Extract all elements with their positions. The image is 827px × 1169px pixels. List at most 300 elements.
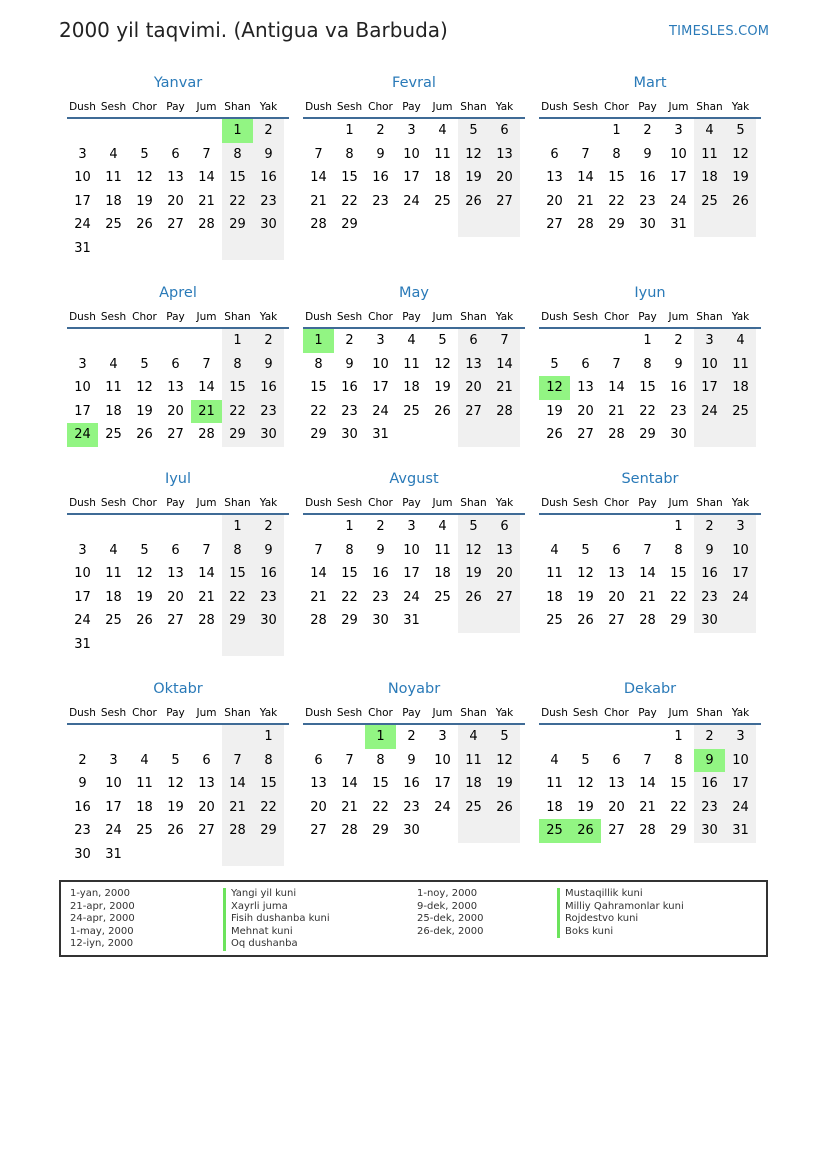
day-cell: 27 <box>198 823 215 838</box>
weekday-label: Sesh <box>100 497 127 509</box>
day-grid <box>303 329 525 447</box>
month-mart <box>539 72 761 237</box>
day-cell: 5 <box>581 752 590 768</box>
day-cell: 5 <box>458 515 489 539</box>
day-cell: 19 <box>458 166 489 190</box>
day-cell: 13 <box>167 170 184 185</box>
empty-cell <box>191 843 222 867</box>
empty-cell <box>191 633 222 657</box>
day-cell: 4 <box>109 356 118 372</box>
day-cell: 26 <box>434 403 451 419</box>
day-cell: 3 <box>78 542 87 558</box>
empty-cell <box>129 329 160 353</box>
day-cell: 21 <box>639 589 656 605</box>
holiday-day-cell: 24 <box>67 423 98 447</box>
day-cell: 21 <box>222 796 253 820</box>
legend-holiday-name: Xayrli juma <box>223 901 330 914</box>
weekday-label: Yak <box>731 497 750 509</box>
day-cell: 22 <box>310 403 327 419</box>
weekday-label: Sesh <box>100 707 127 719</box>
day-cell: 21 <box>608 403 625 419</box>
day-cell: 26 <box>725 190 756 214</box>
day-cell: 23 <box>253 400 284 424</box>
day-cell: 31 <box>74 636 91 652</box>
legend-holiday-name: Boks kuni <box>557 926 684 939</box>
weekday-header <box>539 99 761 119</box>
weekday-label: Shan <box>460 101 487 113</box>
day-cell: 25 <box>725 400 756 424</box>
empty-cell <box>191 237 222 261</box>
empty-cell <box>427 213 458 237</box>
day-cell: 5 <box>171 752 180 768</box>
month-name: Dekabr <box>623 681 677 697</box>
day-cell: 11 <box>546 566 563 581</box>
weekday-label: Yak <box>259 707 278 719</box>
empty-cell <box>160 515 191 539</box>
day-cell: 29 <box>222 423 253 447</box>
day-cell: 9 <box>376 542 385 558</box>
page-title: 2000 yil taqvimi. (Antigua va Barbuda) <box>59 18 448 42</box>
weekday-label: Sesh <box>572 101 599 113</box>
day-cell: 6 <box>171 146 180 162</box>
day-cell: 14 <box>198 566 215 581</box>
month-avgust <box>303 468 525 633</box>
day-cell: 16 <box>253 166 284 190</box>
month-iyun <box>539 282 761 447</box>
day-cell: 30 <box>253 213 284 237</box>
day-cell: 2 <box>694 725 725 749</box>
day-cell: 28 <box>198 427 215 442</box>
day-cell: 15 <box>310 380 327 395</box>
day-cell: 19 <box>577 799 594 815</box>
weekday-label: Pay <box>166 707 185 719</box>
day-cell: 17 <box>105 799 122 815</box>
day-cell: 5 <box>550 356 559 372</box>
month-may <box>303 282 525 447</box>
day-cell: 20 <box>608 589 625 605</box>
legend-date: 26-dek, 2000 <box>417 925 484 937</box>
day-cell: 30 <box>341 427 358 442</box>
day-cell: 1 <box>222 329 253 353</box>
day-cell: 20 <box>489 562 520 586</box>
day-cell: 19 <box>546 403 563 419</box>
day-cell: 16 <box>341 380 358 395</box>
day-grid <box>539 329 761 447</box>
day-grid <box>539 725 761 843</box>
day-cell: 8 <box>674 542 683 558</box>
weekday-label: Shan <box>460 311 487 323</box>
month-name: Sentabr <box>621 471 679 487</box>
weekday-label: Shan <box>696 497 723 509</box>
empty-cell <box>253 843 284 867</box>
weekday-label: Pay <box>166 311 185 323</box>
day-cell: 26 <box>546 427 563 442</box>
day-cell: 14 <box>310 566 327 581</box>
day-cell: 16 <box>253 376 284 400</box>
day-cell: 24 <box>694 400 725 424</box>
day-cell: 12 <box>489 749 520 773</box>
day-cell: 17 <box>403 170 420 185</box>
day-cell: 29 <box>670 613 687 628</box>
weekday-label: Sesh <box>336 101 363 113</box>
day-cell: 30 <box>253 423 284 447</box>
day-cell: 18 <box>105 193 122 209</box>
day-cell: 19 <box>489 772 520 796</box>
day-cell: 2 <box>253 119 284 143</box>
day-cell: 29 <box>372 823 389 838</box>
month-yanvar <box>67 72 289 260</box>
month-name: Fevral <box>392 75 436 91</box>
legend-holiday-name: Milliy Qahramonlar kuni <box>557 901 684 914</box>
day-cell: 5 <box>489 725 520 749</box>
empty-cell <box>222 237 253 261</box>
weekday-label: Shan <box>224 101 251 113</box>
month-noyabr <box>303 678 525 843</box>
day-cell: 9 <box>643 146 652 162</box>
month-name: Iyul <box>164 471 192 487</box>
day-cell: 27 <box>546 217 563 232</box>
empty-cell <box>458 819 489 843</box>
weekday-label: Jum <box>668 101 689 113</box>
day-cell: 31 <box>725 819 756 843</box>
day-cell: 3 <box>407 519 416 534</box>
day-cell: 25 <box>434 589 451 605</box>
month-aprel <box>67 282 289 447</box>
weekday-header <box>539 495 761 515</box>
weekday-header <box>67 309 289 329</box>
day-cell: 30 <box>372 613 389 628</box>
day-cell: 30 <box>403 823 420 838</box>
day-cell: 2 <box>694 515 725 539</box>
empty-cell <box>98 237 129 261</box>
weekday-header <box>539 705 761 725</box>
empty-cell <box>601 725 632 749</box>
day-cell: 27 <box>489 586 520 610</box>
day-cell: 11 <box>434 146 451 162</box>
day-cell: 3 <box>674 123 683 138</box>
day-cell: 18 <box>105 589 122 605</box>
weekday-label: Dush <box>541 101 568 113</box>
empty-cell <box>160 119 191 143</box>
weekday-label: Jum <box>668 311 689 323</box>
day-cell: 14 <box>608 380 625 395</box>
day-cell: 11 <box>105 566 122 581</box>
day-cell: 25 <box>105 427 122 442</box>
day-cell: 29 <box>341 217 358 232</box>
weekday-label: Pay <box>638 497 657 509</box>
empty-cell <box>539 725 570 749</box>
day-cell: 31 <box>670 217 687 232</box>
day-cell: 15 <box>341 170 358 185</box>
day-cell: 1 <box>674 729 683 744</box>
day-cell: 21 <box>198 193 215 209</box>
empty-cell <box>427 423 458 447</box>
empty-cell <box>570 119 601 143</box>
weekday-label: Shan <box>224 311 251 323</box>
day-grid <box>303 119 525 237</box>
day-cell: 8 <box>345 542 354 558</box>
day-cell: 7 <box>202 356 211 372</box>
day-cell: 2 <box>345 333 354 348</box>
empty-cell <box>129 119 160 143</box>
day-cell: 20 <box>489 166 520 190</box>
day-cell: 28 <box>489 400 520 424</box>
day-cell: 23 <box>639 193 656 209</box>
day-cell: 10 <box>403 146 420 162</box>
day-cell: 14 <box>341 776 358 791</box>
day-cell: 27 <box>167 217 184 232</box>
weekday-label: Yak <box>731 311 750 323</box>
day-cell: 16 <box>694 562 725 586</box>
day-cell: 11 <box>105 170 122 185</box>
day-cell: 5 <box>140 146 149 162</box>
day-cell: 11 <box>136 776 153 791</box>
legend-left-names <box>223 888 330 951</box>
day-cell: 14 <box>577 170 594 185</box>
day-grid <box>67 515 289 656</box>
holiday-day-cell: 9 <box>694 749 725 773</box>
day-grid <box>303 515 525 633</box>
day-cell: 4 <box>694 119 725 143</box>
weekday-label: Jum <box>196 707 217 719</box>
day-cell: 20 <box>458 376 489 400</box>
day-cell: 24 <box>105 823 122 838</box>
day-cell: 15 <box>341 566 358 581</box>
weekday-header <box>303 309 525 329</box>
day-cell: 4 <box>438 519 447 534</box>
day-cell: 6 <box>581 356 590 372</box>
day-cell: 4 <box>550 752 559 768</box>
day-cell: 16 <box>74 799 91 815</box>
weekday-label: Jum <box>196 101 217 113</box>
day-cell: 7 <box>643 542 652 558</box>
day-cell: 20 <box>577 403 594 419</box>
site-link[interactable]: TIMESLES.COM <box>669 24 770 39</box>
day-cell: 22 <box>341 589 358 605</box>
day-cell: 26 <box>577 613 594 628</box>
day-cell: 6 <box>171 542 180 558</box>
day-cell: 7 <box>202 542 211 558</box>
holiday-day-cell: 1 <box>222 119 253 143</box>
day-cell: 4 <box>109 146 118 162</box>
weekday-label: Dush <box>69 497 96 509</box>
weekday-header <box>539 309 761 329</box>
day-cell: 7 <box>345 752 354 768</box>
day-cell: 11 <box>725 353 756 377</box>
day-cell: 21 <box>577 193 594 209</box>
weekday-label: Jum <box>432 497 453 509</box>
weekday-label: Chor <box>604 311 629 323</box>
day-cell: 5 <box>438 333 447 348</box>
day-cell: 7 <box>314 146 323 162</box>
day-cell: 20 <box>198 799 215 815</box>
day-cell: 13 <box>546 170 563 185</box>
day-cell: 12 <box>458 143 489 167</box>
day-cell: 30 <box>74 846 91 862</box>
empty-cell <box>129 515 160 539</box>
day-cell: 3 <box>725 725 756 749</box>
day-cell: 13 <box>310 776 327 791</box>
empty-cell <box>98 633 129 657</box>
empty-cell <box>129 843 160 867</box>
day-cell: 7 <box>581 146 590 162</box>
weekday-label: Jum <box>432 707 453 719</box>
day-cell: 25 <box>403 403 420 419</box>
weekday-label: Sesh <box>100 311 127 323</box>
month-name: Avgust <box>389 471 439 487</box>
day-cell: 28 <box>341 823 358 838</box>
empty-cell <box>98 725 129 749</box>
empty-cell <box>570 515 601 539</box>
day-cell: 14 <box>222 772 253 796</box>
day-cell: 18 <box>694 166 725 190</box>
empty-cell <box>694 423 725 447</box>
legend-date: 12-iyn, 2000 <box>70 938 134 950</box>
weekday-label: Dush <box>305 101 332 113</box>
weekday-label: Sesh <box>572 707 599 719</box>
day-cell: 30 <box>694 609 725 633</box>
day-cell: 1 <box>612 123 621 138</box>
day-cell: 15 <box>253 772 284 796</box>
day-cell: 19 <box>136 193 153 209</box>
weekday-label: Yak <box>495 101 514 113</box>
day-cell: 26 <box>136 427 153 442</box>
day-cell: 9 <box>78 776 87 791</box>
day-cell: 29 <box>608 217 625 232</box>
legend-holiday-name: Mustaqillik kuni <box>557 888 684 901</box>
month-oktabr <box>67 678 289 866</box>
month-name: Iyun <box>634 285 666 301</box>
day-cell: 29 <box>639 427 656 442</box>
legend-right-dates <box>417 888 483 938</box>
weekday-label: Pay <box>402 311 421 323</box>
day-cell: 14 <box>198 170 215 185</box>
day-cell: 6 <box>612 752 621 768</box>
day-cell: 30 <box>670 427 687 442</box>
day-cell: 7 <box>202 146 211 162</box>
weekday-label: Jum <box>196 497 217 509</box>
day-cell: 11 <box>403 356 420 372</box>
weekday-label: Yak <box>259 101 278 113</box>
day-cell: 17 <box>725 772 756 796</box>
day-cell: 9 <box>376 146 385 162</box>
holiday-day-cell: 26 <box>570 819 601 843</box>
legend-right-names <box>557 888 684 938</box>
day-cell: 2 <box>253 515 284 539</box>
day-cell: 1 <box>345 123 354 138</box>
day-cell: 11 <box>434 542 451 558</box>
empty-cell <box>458 423 489 447</box>
empty-cell <box>489 423 520 447</box>
day-cell: 10 <box>74 566 91 581</box>
day-cell: 4 <box>550 542 559 558</box>
day-cell: 5 <box>140 542 149 558</box>
day-cell: 27 <box>489 190 520 214</box>
day-cell: 13 <box>577 380 594 395</box>
day-cell: 10 <box>403 542 420 558</box>
day-cell: 5 <box>140 356 149 372</box>
day-cell: 30 <box>694 819 725 843</box>
holiday-day-cell: 25 <box>539 819 570 843</box>
day-cell: 16 <box>253 562 284 586</box>
day-cell: 14 <box>198 380 215 395</box>
day-cell: 17 <box>74 589 91 605</box>
day-cell: 21 <box>310 589 327 605</box>
empty-cell <box>253 633 284 657</box>
day-cell: 23 <box>670 403 687 419</box>
day-cell: 6 <box>458 329 489 353</box>
empty-cell <box>334 725 365 749</box>
day-cell: 11 <box>546 776 563 791</box>
day-cell: 22 <box>222 190 253 214</box>
holiday-day-cell: 21 <box>191 400 222 424</box>
day-cell: 24 <box>372 403 389 419</box>
day-cell: 15 <box>222 376 253 400</box>
day-cell: 10 <box>725 539 756 563</box>
day-cell: 23 <box>253 586 284 610</box>
day-cell: 26 <box>458 586 489 610</box>
day-cell: 19 <box>725 166 756 190</box>
day-cell: 14 <box>639 776 656 791</box>
day-cell: 11 <box>105 380 122 395</box>
day-cell: 23 <box>253 190 284 214</box>
day-cell: 20 <box>167 589 184 605</box>
day-grid <box>67 329 289 447</box>
day-cell: 10 <box>725 749 756 773</box>
weekday-header <box>67 495 289 515</box>
empty-cell <box>160 633 191 657</box>
day-cell: 10 <box>74 170 91 185</box>
empty-cell <box>303 725 334 749</box>
day-cell: 12 <box>136 380 153 395</box>
day-cell: 14 <box>310 170 327 185</box>
day-cell: 12 <box>458 539 489 563</box>
day-cell: 10 <box>670 146 687 162</box>
day-cell: 12 <box>577 566 594 581</box>
day-cell: 29 <box>222 213 253 237</box>
empty-cell <box>191 119 222 143</box>
day-cell: 8 <box>376 752 385 768</box>
day-cell: 6 <box>202 752 211 768</box>
day-cell: 16 <box>694 772 725 796</box>
empty-cell <box>570 725 601 749</box>
day-cell: 25 <box>105 217 122 232</box>
day-cell: 15 <box>222 562 253 586</box>
day-grid <box>303 725 525 843</box>
empty-cell <box>129 725 160 749</box>
day-cell: 19 <box>136 403 153 419</box>
day-cell: 21 <box>341 799 358 815</box>
empty-cell <box>632 725 663 749</box>
day-cell: 22 <box>341 193 358 209</box>
weekday-label: Chor <box>368 101 393 113</box>
weekday-label: Pay <box>638 311 657 323</box>
day-cell: 9 <box>253 143 284 167</box>
holiday-day-cell: 1 <box>303 329 334 353</box>
weekday-header <box>67 705 289 725</box>
day-cell: 30 <box>639 217 656 232</box>
day-cell: 25 <box>136 823 153 838</box>
day-cell: 3 <box>694 329 725 353</box>
empty-cell <box>303 119 334 143</box>
day-cell: 4 <box>140 752 149 768</box>
day-grid <box>539 119 761 237</box>
day-cell: 9 <box>345 356 354 372</box>
day-cell: 27 <box>577 427 594 442</box>
weekday-label: Chor <box>132 707 157 719</box>
day-cell: 18 <box>725 376 756 400</box>
day-cell: 10 <box>434 752 451 768</box>
